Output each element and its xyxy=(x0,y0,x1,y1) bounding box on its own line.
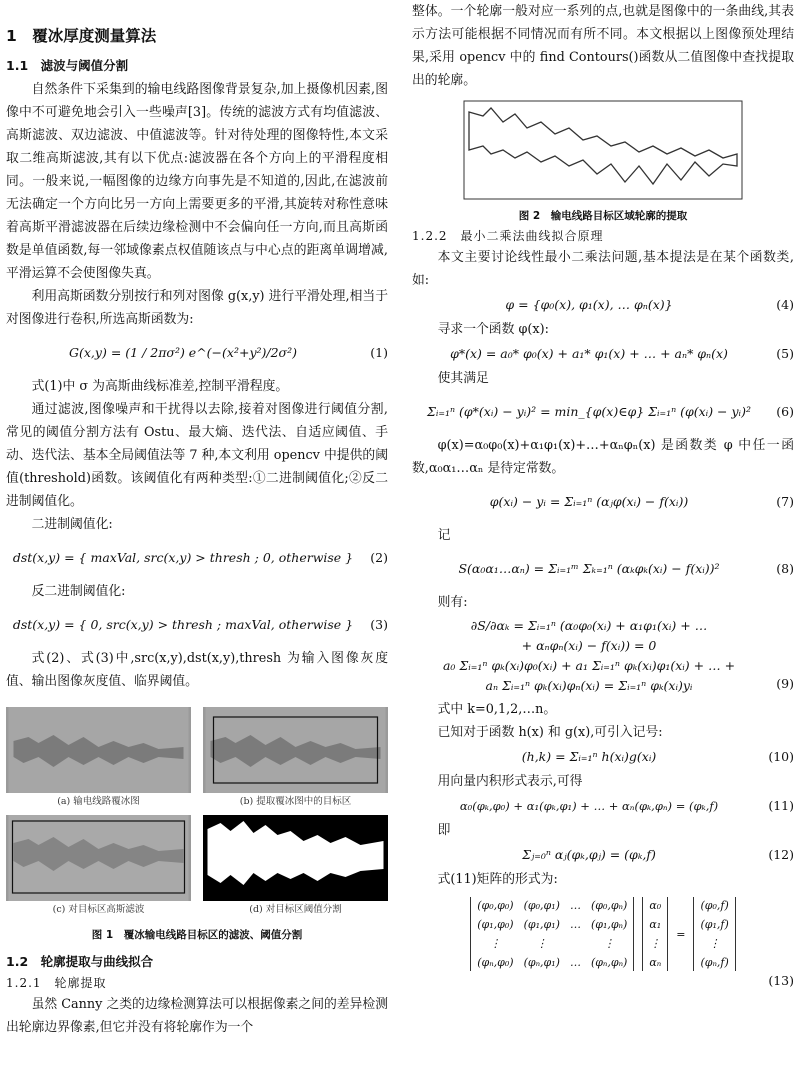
section-1-1-heading: 1.1 滤波与阈值分割 xyxy=(6,58,129,73)
figure-1a xyxy=(6,707,191,811)
gram-matrix xyxy=(470,897,634,971)
matrix-cell: (φₙ,φₙ) xyxy=(590,956,628,969)
equation-5 xyxy=(412,343,794,365)
ice-image-panel xyxy=(6,707,191,793)
figure-caption: (c) 对目标区高斯滤波 xyxy=(52,904,145,915)
coefficient-vector xyxy=(642,897,668,971)
vector-cell: (φ₁,f) xyxy=(700,918,729,931)
paragraph: 使其满足 xyxy=(437,371,489,386)
figure-1b xyxy=(203,707,388,811)
equation-8 xyxy=(412,549,794,589)
equation-body: dst(x,y) = { maxVal, src(x,y) > thresh ; 0, otherwise } xyxy=(12,550,354,565)
paragraph: 二进制阈值化: xyxy=(31,517,113,532)
figure-1d xyxy=(203,815,388,919)
section-1-2-2-heading: 1.2.2 最小二乘法曲线拟合原理 xyxy=(412,229,604,243)
matrix-cell: ⋮ xyxy=(536,937,548,950)
paragraph: φ(x)=α₀φ₀(x)+α₁φ₁(x)+…+αₙφₙ(x) 是函数类 φ 中任一函数,α₀α₁…αₙ 是待定常数。 xyxy=(412,438,794,476)
matrix-cell: ⋮ xyxy=(603,937,615,950)
gaussian-filter-panel xyxy=(6,815,191,901)
paragraph: 记 xyxy=(437,528,451,543)
figure-1 xyxy=(6,707,388,919)
matrix-cell: … xyxy=(569,918,581,931)
equation-body: dst(x,y) = { 0, src(x,y) > thresh ; maxVal, otherwise } xyxy=(12,617,354,632)
equation-line: ∂S/∂αₖ = Σᵢ₌₁ⁿ (α₀φ₀(xᵢ) + α₁φ₁(xᵢ) + … xyxy=(470,618,708,633)
equation-number: (5) xyxy=(776,346,794,361)
vector-cell: ⋮ xyxy=(709,937,721,950)
equation-body: φ(xᵢ) − yᵢ = Σᵢ₌₁ⁿ (αⱼφ(xᵢ) − f(xᵢ)) xyxy=(489,494,689,509)
equation-number: (11) xyxy=(768,798,794,813)
paragraph: 用向量内积形式表示,可得 xyxy=(437,774,583,789)
matrix-cell: (φₙ,φ₁) xyxy=(523,956,560,969)
equation-number: (2) xyxy=(370,550,388,565)
matrix-cell xyxy=(570,937,581,950)
equation-number: (6) xyxy=(776,404,794,419)
matrix-cell: … xyxy=(569,899,581,912)
vector-cell: α₁ xyxy=(649,918,662,931)
vector-cell: (φₙ,f) xyxy=(700,956,729,969)
paragraph: 式(2)、式(3)中,src(x,y),dst(x,y),thresh 为输入图像灰度值、输出图像灰度值、临界阈值。 xyxy=(6,651,388,689)
paragraph: 通过滤波,图像噪声和干扰得以去除,接着对图像进行阈值分割,常见的阈值分割方法有 Ostu、最大熵、迭代法、自适应阈值、手动、迭代法、基本全局阈值法等 7 种,本文利用 opencv 中提供的阈值(threshold)函数。该阈值化有两种类型:①二进制阈值化;②反二进制阈值化。 xyxy=(6,402,388,509)
equation-2 xyxy=(6,538,388,578)
vector-cell: (φ₀,f) xyxy=(700,899,729,912)
paragraph: 式(11)矩阵的形式为: xyxy=(437,872,558,887)
paragraph: 式(1)中 σ 为高斯曲线标准差,控制平滑程度。 xyxy=(31,379,289,394)
equation-body: φ*(x) = a₀* φ₀(x) + a₁* φ₁(x) + … + aₙ* φₙ(x) xyxy=(450,346,728,361)
matrix-cell: (φ₁,φ₀) xyxy=(477,918,514,931)
matrix-cell: … xyxy=(569,956,581,969)
equation-body: α₀(φₖ,φ₀) + α₁(φₖ,φ₁) + … + αₙ(φₖ,φₙ) = (φₖ,f) xyxy=(459,799,719,813)
matrix-cell: (φ₀,φₙ) xyxy=(590,899,628,912)
equation-number: (3) xyxy=(370,617,388,632)
paragraph: 整体。一个轮廓一般对应一系列的点,也就是图像中的一条曲线,其表示方法可能根据不同情况而有所不同。本文根据以上图像预处理结果,采用 opencv 中的 find Contours()函数从二值图像中查找提取出的轮廓。 xyxy=(412,4,794,88)
paragraph: 式中 k=0,1,2,…n。 xyxy=(437,702,557,717)
vector-cell: α₀ xyxy=(649,899,662,912)
ice-wire-photo xyxy=(6,707,191,793)
threshold-segmentation-image xyxy=(203,815,388,901)
equation-11 xyxy=(412,795,794,817)
right-column xyxy=(412,0,794,988)
paragraph: 已知对于函数 h(x) 和 g(x),可引入记号: xyxy=(437,725,663,740)
matrix-cell: (φₙ,φ₀) xyxy=(477,956,514,969)
figure-caption: (d) 对目标区阈值分割 xyxy=(249,904,342,915)
paragraph: 虽然 Canny 之类的边缘检测算法可以根据像素之间的差异检测出轮廓边界像素,但它并没有将轮廓作为一个 xyxy=(6,997,388,1035)
target-region-photo xyxy=(203,707,388,793)
paragraph: 即 xyxy=(437,823,451,838)
figure-2-caption: 图 2 输电线路目标区域轮廓的提取 xyxy=(518,210,688,222)
equation-body: φ = {φ₀(x), φ₁(x), … φₙ(x)} xyxy=(505,297,673,312)
threshold-panel xyxy=(203,815,388,901)
paragraph: 自然条件下采集到的输电线路图像背景复杂,加上摄像机因素,图像中不可避免地会引入一些噪声[3]。传统的滤波方式有均值滤波、高斯滤波、双边滤波、中值滤波等。针对待处理的图像特性,本文采取二维高斯滤波,其有以下优点:滤波器在各个方向上的平滑程度相同。一般来说,一幅图像的边缘方向事先是不知道的,因此,在滤波前无法确定一个方向比另一方向上需要更多的平滑,其旋转对称性意味着高斯平滑滤波器在后续边缘检测中不会偏向任一方向,而且高斯函数是单值函数,每一邻域像素点权值随该点与中心点的距离单调增减,平滑运算不会使图像失真。 xyxy=(6,82,388,281)
equation-body: Σⱼ₌₀ⁿ αⱼ(φₖ,φⱼ) = (φₖ,f) xyxy=(522,847,656,862)
matrix-cell: (φ₀,φ₀) xyxy=(477,899,514,912)
equation-line: aₙ Σᵢ₌₁ⁿ φₖ(xᵢ)φₙ(xᵢ) = Σᵢ₌₁ⁿ φₖ(xᵢ)yᵢ xyxy=(485,678,693,693)
equals-sign: = xyxy=(676,927,686,941)
equation-1 xyxy=(6,333,388,373)
equation-number: (9) xyxy=(776,676,794,691)
equation-7 xyxy=(412,482,794,522)
target-region-panel xyxy=(203,707,388,793)
matrix-cell: (φ₀,φ₁) xyxy=(523,899,560,912)
equation-body: G(x,y) = (1 / 2πσ²) e^(−(x²+y²)/2σ²) xyxy=(69,345,297,360)
equation-body: (h,k) = Σᵢ₌₁ⁿ h(xᵢ)g(xᵢ) xyxy=(521,749,657,764)
equation-3 xyxy=(6,605,388,645)
matrix-equation-13 xyxy=(412,897,794,971)
section-1-2-1-heading: 1.2.1 轮廓提取 xyxy=(6,976,107,990)
vector-cell: ⋮ xyxy=(649,937,661,950)
matrix-cell: ⋮ xyxy=(489,937,501,950)
equation-body: S(α₀α₁…αₙ) = Σᵢ₌₁ᵐ Σₖ₌₁ⁿ (αₖφₖ(xᵢ) − f(xᵢ))² xyxy=(458,561,720,576)
equation-13-number: (13) xyxy=(768,973,794,988)
equation-9 xyxy=(412,616,794,696)
paragraph: 则有: xyxy=(437,595,468,610)
matrix-cell: (φ₁,φ₁) xyxy=(523,918,560,931)
figure-1-caption: 图 1 覆冰输电线路目标区的滤波、阈值分割 xyxy=(91,929,303,941)
matrix-cell: (φ₁,φₙ) xyxy=(590,918,628,931)
left-column xyxy=(6,0,388,1039)
paragraph: 利用高斯函数分别按行和列对图像 g(x,y) 进行平滑处理,相当于对图像进行卷积,所选高斯函数为: xyxy=(6,289,388,327)
paragraph: 反二进制阈值化: xyxy=(31,584,126,599)
equation-10 xyxy=(412,746,794,768)
figure-1c xyxy=(6,815,191,919)
contour-extraction-figure xyxy=(463,100,743,200)
vector-cell: αₙ xyxy=(649,956,662,969)
rhs-vector xyxy=(693,897,735,971)
equation-number: (1) xyxy=(370,345,388,360)
figure-caption: (a) 输电线路覆冰图 xyxy=(57,796,140,807)
paragraph: 本文主要讨论线性最小二乘法问题,基本提法是在某个函数类,如: xyxy=(412,250,794,288)
equation-line: a₀ Σᵢ₌₁ⁿ φₖ(xᵢ)φ₀(xᵢ) + a₁ Σᵢ₌₁ⁿ φₖ(xᵢ)φ₁(xᵢ) + … + xyxy=(442,658,736,673)
equation-number: (12) xyxy=(768,847,794,862)
figure-2 xyxy=(463,100,743,200)
paragraph: 寻求一个函数 φ(x): xyxy=(437,322,549,337)
equation-line: + αₙφₙ(xᵢ) − f(xᵢ)) = 0 xyxy=(521,638,657,653)
equation-number: (10) xyxy=(768,749,794,764)
figure-caption: (b) 提取覆冰图中的目标区 xyxy=(239,796,352,807)
equation-4 xyxy=(412,294,794,316)
equation-6 xyxy=(412,392,794,432)
equation-number: (4) xyxy=(776,297,794,312)
equation-body: Σᵢ₌₁ⁿ (φ*(xᵢ) − yᵢ)² = min_{φ(x)∈φ} Σᵢ₌₁ⁿ (φ(xᵢ) − yᵢ)² xyxy=(427,404,751,419)
equation-12 xyxy=(412,844,794,866)
equation-number: (7) xyxy=(776,494,794,509)
gaussian-filtered-photo xyxy=(6,815,191,901)
section-1-heading: 1 覆冰厚度测量算法 xyxy=(6,27,157,45)
section-1-2-heading: 1.2 轮廓提取与曲线拟合 xyxy=(6,954,154,969)
equation-number: (8) xyxy=(776,561,794,576)
